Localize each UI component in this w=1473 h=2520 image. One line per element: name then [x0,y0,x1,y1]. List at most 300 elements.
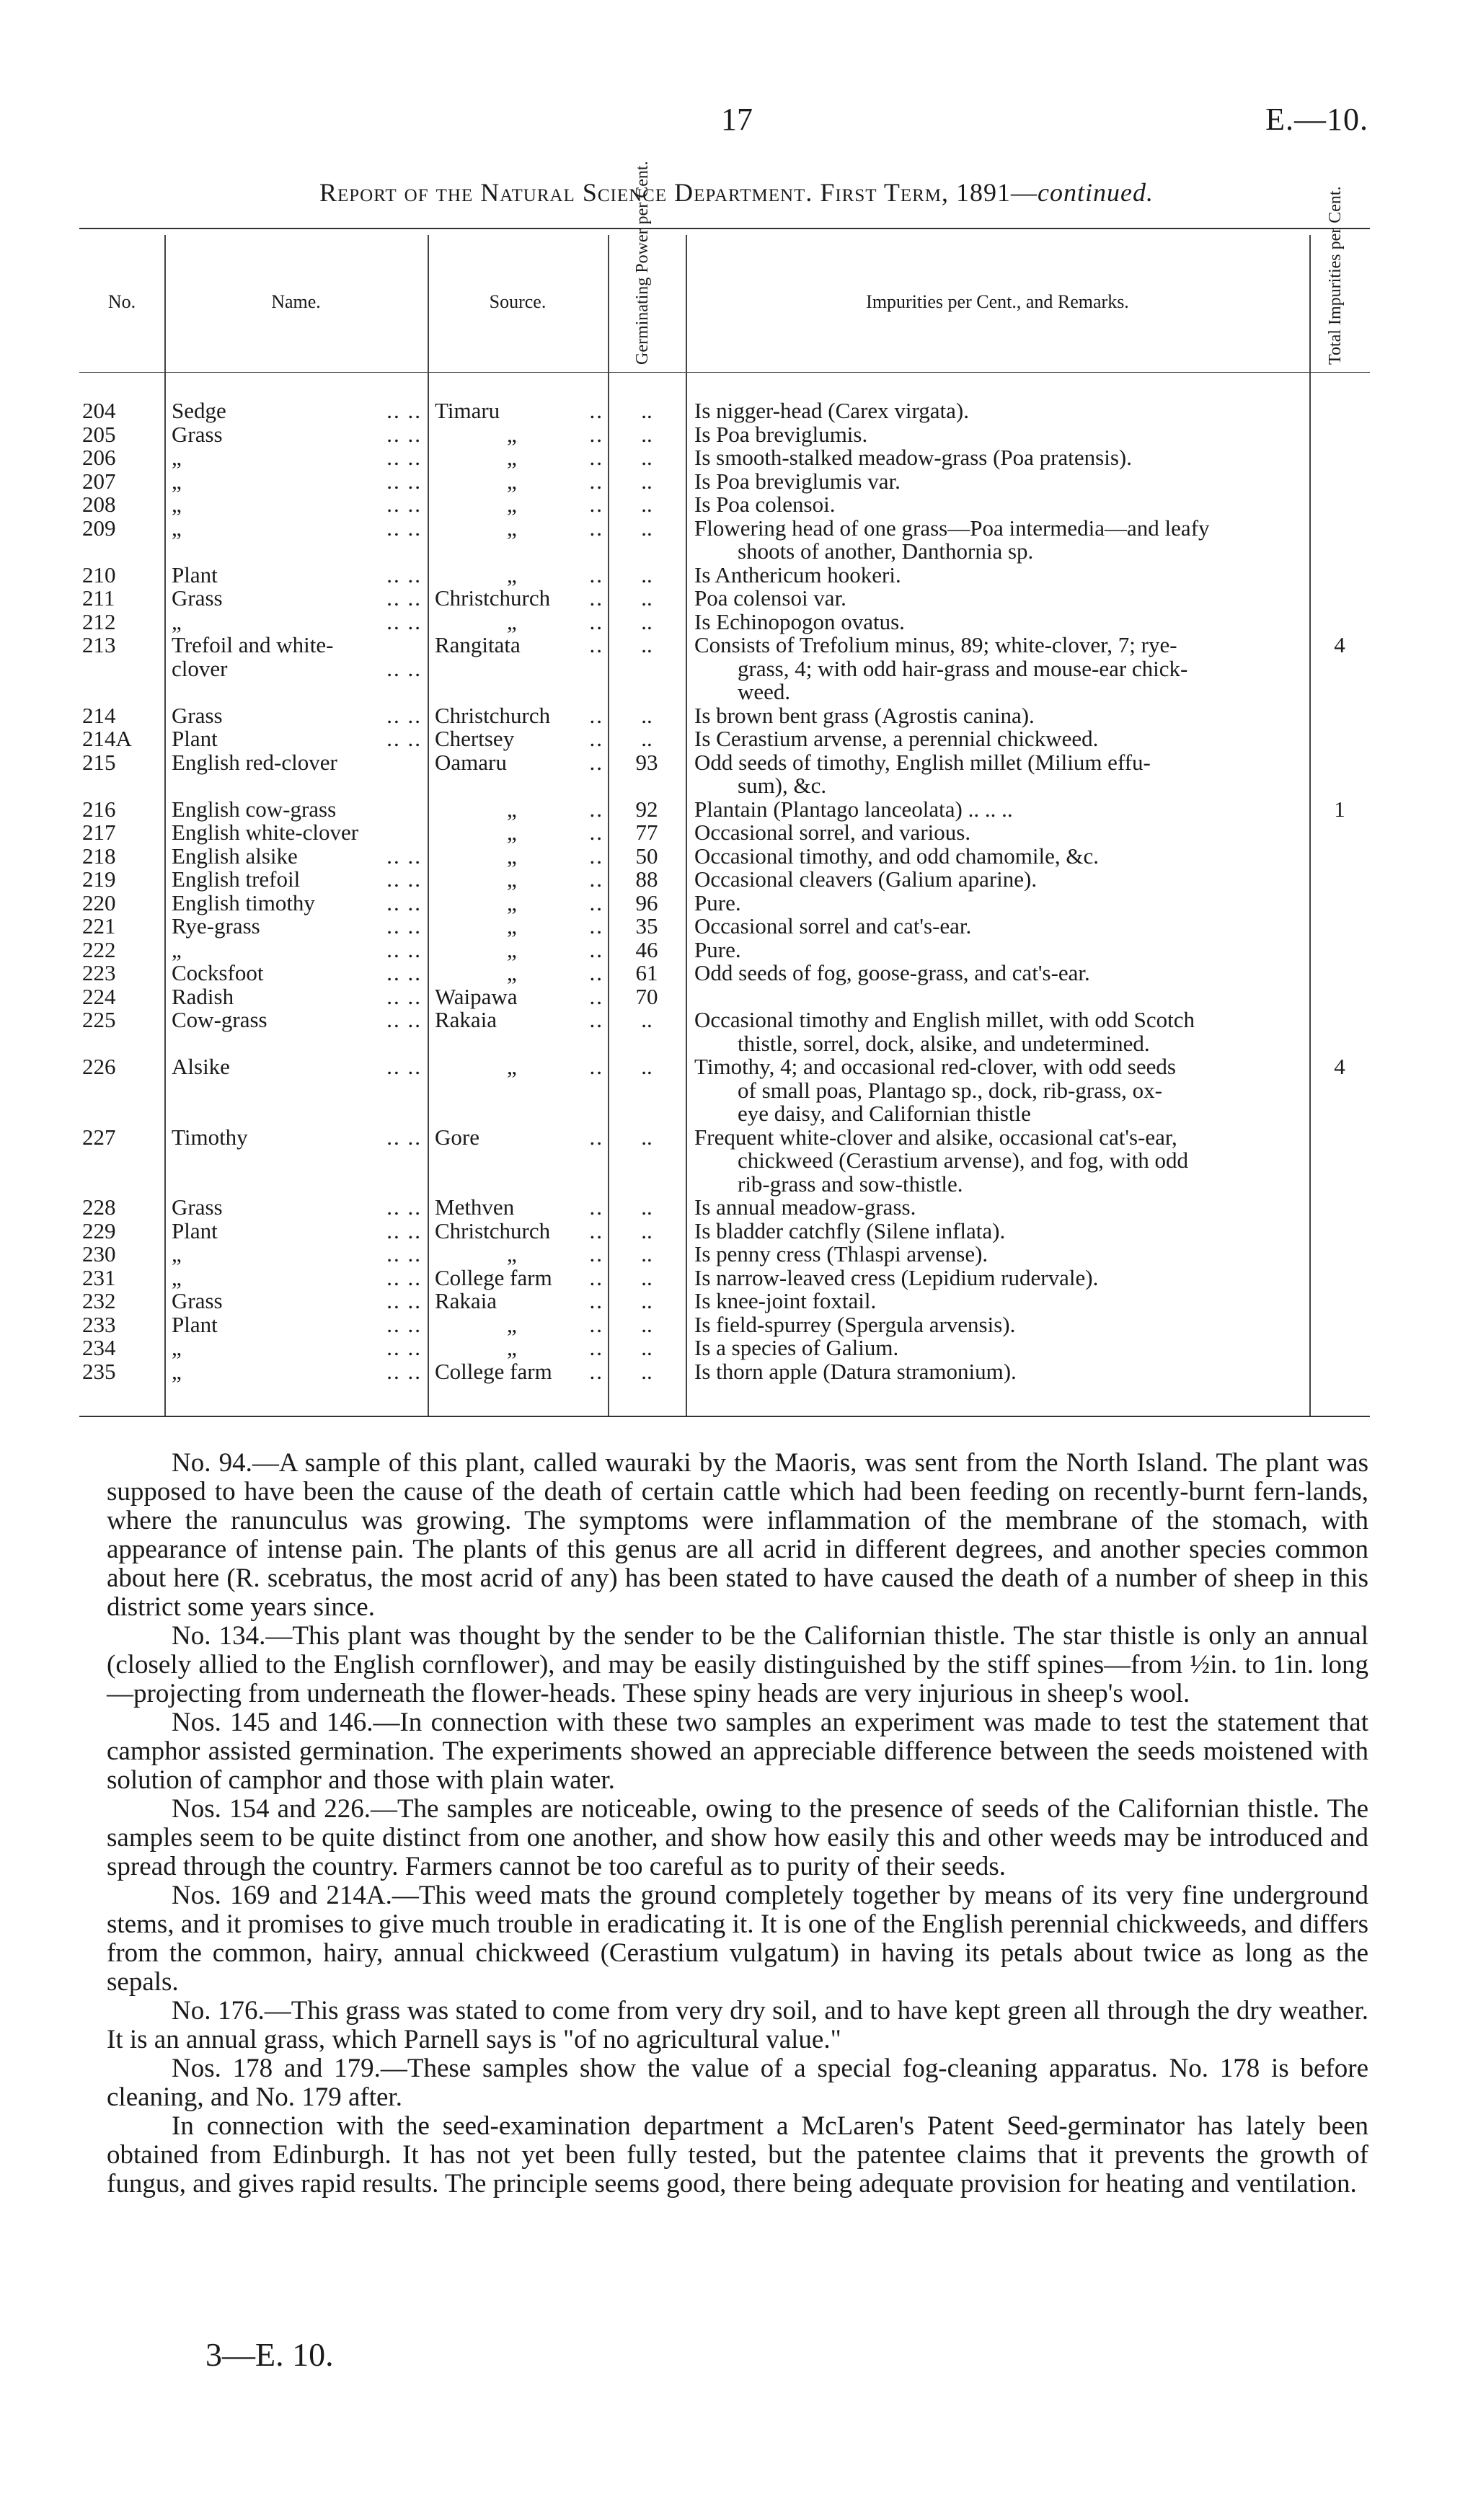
row-number: 204 [82,398,116,423]
row-remarks-line: Occasional timothy and English millet, with odd Scotch [694,1007,1195,1032]
row-total [1309,751,1370,798]
row-name: Grass .. .. [172,421,422,447]
row-remarks-line: Is Anthericum hookeri. [694,562,901,587]
row-germinating: 61 [635,960,658,985]
table-row [79,1008,1370,1055]
row-name: „ .. .. [172,492,422,517]
row-number: 214 [82,702,116,728]
row-name: „ .. .. [172,515,422,541]
row-remarks-line: thistle, sorrel, dock, alsike, and undetermined. [738,1030,1150,1056]
table-row [79,493,1370,517]
row-remarks-line: Is Cerastium arvense, a perennial chickweed. [694,726,1099,751]
row-name: „ .. .. [172,1335,422,1360]
row-name: „ .. .. [172,468,422,494]
row-remarks [686,1336,1309,1360]
row-source-text: „ [507,889,517,915]
row-germinating: .. [641,1264,653,1290]
row-total [1309,470,1370,494]
row-total [1309,1126,1370,1197]
row-number: 207 [82,468,116,494]
row-name-text: English trefoil [172,866,301,892]
row-number: 208 [82,492,116,517]
row-germinating: .. [641,492,653,517]
row-name-text: Cocksfoot [172,960,264,985]
table-row [79,727,1370,751]
row-source: Christchurch .. [435,585,603,611]
row-total [1309,1243,1370,1266]
table-row [79,915,1370,939]
row-remarks-line [694,985,1302,1009]
row-remarks [686,727,1309,751]
table-row [79,962,1370,985]
row-number: 213 [82,632,116,657]
row-name-text: „ [172,492,182,517]
row-remarks-line: Is Poa colensoi. [694,492,836,517]
row-germinating: .. [641,468,653,494]
header-no: No. [107,291,136,312]
row-total [1309,868,1370,892]
row-name: Cow-grass .. .. [172,1007,422,1032]
row-number: 229 [82,1217,116,1243]
table-row [79,821,1370,845]
table-row [79,936,1370,962]
row-name-text: „ [172,1264,182,1290]
row-number: 233 [82,1311,116,1337]
row-name: English timothy .. .. [172,889,422,915]
table-body [79,399,1370,1383]
row-remarks [686,634,1309,704]
note-paragraph: In connection with the seed-examination department a McLaren's Patent Seed-germinator has lately been obtained from Edinburgh. It has not yet been fully tested, but the patentee claims that it prevents the growth of fungus, and gives rapid results. The principle seems good, there being adequate provision for heating and ventilation. [107,2111,1368,2199]
row-source: Timaru .. [435,398,603,423]
row-name-text: Rye-grass [172,913,260,939]
row-remarks-line: Is nigger-head (Carex virgata). [694,398,969,423]
row-name-text: Cow-grass [172,1007,267,1032]
table-row [79,423,1370,447]
row-germinating: .. [641,421,653,447]
note-paragraph: Nos. 154 and 226.—The samples are noticeable, owing to the presence of seeds of the Californian thistle. The samples seem to be quite distinct from one another, and show how easily this and other weeds may be introduced and spread through the country. Farmers cannot be too careful as to purity of their seeds. [107,1794,1368,1881]
report-title-main: Report of the Natural Science Department. First Term, 1891— [319,178,1038,207]
row-germinating: 92 [635,796,658,822]
table-row [79,1360,1370,1384]
table-row [79,470,1370,494]
row-source-text: College farm [435,1264,552,1290]
row-total [1309,1220,1370,1243]
row-source-text: „ [507,1241,517,1266]
row-name: „ .. .. [172,936,422,962]
row-remarks [686,889,1309,915]
row-source-text: „ [507,820,517,845]
table-row [79,868,1370,892]
row-name-text: English timothy [172,889,315,915]
row-remarks-line: Odd seeds of fog, goose-grass, and cat's-ear. [694,960,1090,985]
row-source: „ .. [428,446,608,470]
row-name: „ .. .. [172,608,422,634]
row-name-text: „ [172,608,182,634]
row-remarks-line: Occasional timothy, and odd chamomile, &c. [694,843,1100,869]
row-name-text: clover [172,655,228,681]
row-remarks [686,962,1309,985]
report-title-continued: continued. [1038,178,1154,207]
notes-section [107,1449,1368,2199]
row-name-text: Grass [172,585,223,611]
table-row [79,517,1370,564]
row-number: 232 [82,1288,116,1313]
row-source-text: „ [507,421,517,447]
row-source: „ .. [428,1055,608,1126]
table-row [79,798,1370,822]
row-source-text: „ [507,1335,517,1360]
row-germinating: 50 [635,843,658,869]
row-remarks-line: Is penny cress (Thlaspi arvense). [694,1241,988,1266]
row-name-text: „ [172,1335,182,1360]
row-name-text: English cow-grass [172,796,337,822]
row-number: 228 [82,1194,116,1220]
row-number: 217 [82,820,116,845]
row-name: Grass .. .. [172,702,422,728]
row-number: 223 [82,960,116,985]
row-total [1309,704,1370,728]
row-germinating: .. [641,608,653,634]
row-number: 209 [82,515,116,541]
row-number: 225 [82,1007,116,1032]
row-total [1309,423,1370,447]
row-germinating: 70 [635,983,658,1009]
row-source: „ .. [428,892,608,915]
table-bottom-rule [79,1416,1370,1417]
row-source: „ .. [428,1336,608,1360]
row-remarks-line: sum), &c. [738,773,827,798]
row-total [1309,915,1370,939]
row-total: 1 [1334,796,1345,822]
row-germinating: .. [641,585,653,611]
row-germinating: .. [641,1054,653,1079]
row-name: Grass .. .. [172,1288,422,1313]
row-total [1309,1266,1370,1290]
row-remarks [686,608,1309,634]
row-source: „ .. [428,564,608,587]
row-remarks-line: Is brown bent grass (Agrostis canina). [694,702,1035,728]
row-source-text: „ [507,913,517,939]
row-total [1309,939,1370,962]
row-source: Oamaru .. [435,749,603,775]
row-source-text: Christchurch [435,585,551,611]
row-source: „ .. [428,470,608,494]
row-source-text: Waipawa [435,983,518,1009]
table-row [79,704,1370,728]
row-source-text: „ [507,1311,517,1337]
header-name: Name. [271,291,321,312]
table-row [79,1243,1370,1266]
row-name: English alsike .. .. [172,843,422,869]
row-remarks-line: Flowering head of one grass—Poa intermedia—and leafy [694,515,1210,541]
row-name-text: „ [172,1358,182,1384]
row-source-text: „ [507,796,517,822]
row-name-text: Grass [172,1194,223,1220]
row-total [1309,821,1370,845]
footer-reference: 3—E. 10. [205,2336,334,2373]
table-row [79,399,1370,423]
row-remarks [686,1313,1309,1337]
row-remarks [686,868,1309,892]
row-remarks-line: Pure. [694,889,741,915]
row-remarks-line: grass, 4; with odd hair-grass and mouse-ear chick- [738,655,1188,681]
row-remarks-line: Is field-spurrey (Spergula arvensis). [694,1311,1016,1337]
row-remarks-line: Is Poa breviglumis var. [694,468,901,494]
row-source: „ .. [428,845,608,869]
row-germinating: 46 [635,936,658,962]
row-remarks-line: rib-grass and sow-thistle. [738,1171,963,1197]
row-germinating: .. [641,515,653,541]
row-remarks [686,470,1309,494]
row-germinating: .. [641,445,653,470]
row-total: 4 [1334,632,1345,657]
row-name: Plant .. .. [172,726,422,751]
row-source: Methven .. [435,1194,603,1220]
row-name: English trefoil .. .. [172,866,422,892]
row-source: Christchurch .. [435,1217,603,1243]
row-total [1309,1196,1370,1220]
row-total [1309,1313,1370,1337]
row-remarks-line: Is a species of Galium. [694,1335,899,1360]
row-remarks-line: Is thorn apple (Datura stramonium). [694,1358,1017,1384]
note-paragraph: No. 94.—A sample of this plant, called wauraki by the Maoris, was sent from the North Island. The plant was supposed to have been the cause of the death of certain cattle which had been feeding on recently-burnt fern-lands, where the ranunculus was growing. The symptoms were inflammation of the membrane of the stomach, with appearance of intense pain. The plants of this genus are all acrid in different degrees, and another species common about here (R. scebratus, the most acrid of any) has been stated to have caused the death of a number of sheep in this district some years since. [107,1448,1368,1622]
row-source-text: Methven [435,1194,515,1220]
row-remarks [686,423,1309,447]
table-row [79,1313,1370,1337]
row-number: 222 [82,936,116,962]
row-source-text: Rangitata [435,632,521,657]
table-header-rule [79,372,1370,373]
row-total [1309,517,1370,564]
row-number: 206 [82,445,116,470]
row-remarks-line: Is Poa breviglumis. [694,421,868,447]
row-source: „ .. [428,1313,608,1337]
row-name-text: English white-clover [172,820,359,845]
row-remarks-line: Is bladder catchfly (Silene inflata). [694,1217,1006,1243]
row-remarks [686,1243,1309,1266]
row-name-text: Plant [172,1217,218,1243]
row-remarks-line: eye daisy, and Californian thistle [738,1101,1031,1126]
row-name [164,798,428,822]
row-germinating: .. [641,702,653,728]
row-number: 224 [82,983,116,1009]
table-row [79,587,1370,611]
row-remarks-line: Occasional cleavers (Galium aparine). [694,866,1038,892]
row-remarks [686,564,1309,587]
row-source-text: Oamaru [435,749,507,775]
row-number: 212 [82,608,116,634]
table-row [79,1290,1370,1313]
row-name-text: Plant [172,1311,218,1337]
row-remarks-line: Frequent white-clover and alsike, occasional cat's-ear, [694,1124,1177,1150]
row-source: College farm .. [435,1264,603,1290]
row-name [164,751,428,798]
row-number: 216 [82,796,116,822]
row-name: „ .. .. [172,1241,422,1266]
row-remarks [686,493,1309,517]
row-source: „ .. [428,821,608,845]
row-source-text: Christchurch [435,702,551,728]
header-source: Source. [489,291,547,312]
row-germinating: 88 [635,866,658,892]
table-row [79,1336,1370,1360]
row-germinating: 96 [635,889,658,915]
row-number: 210 [82,562,116,587]
table-row [79,634,1370,704]
row-name-text: Timothy [172,1124,248,1150]
row-remarks-line: Is annual meadow-grass. [694,1194,916,1220]
row-name-text: Sedge [172,398,226,423]
row-name-text: English alsike [172,843,298,869]
row-name-text: „ [172,468,182,494]
header-impurities: Impurities per Cent., and Remarks. [866,291,1129,312]
row-source: „ .. [428,493,608,517]
row-name: Plant .. .. [172,1217,422,1243]
row-remarks-line: Odd seeds of timothy, English millet (Milium effu- [694,749,1151,775]
row-remarks [686,399,1309,423]
row-remarks [686,936,1309,962]
row-source-text: „ [507,468,517,494]
row-source: „ .. [428,423,608,447]
row-name: „ .. .. [172,1358,422,1384]
row-remarks [686,587,1309,611]
row-number: 235 [82,1358,116,1384]
row-name: Cocksfoot .. .. [172,960,422,985]
row-name-text: Alsike [172,1054,230,1079]
row-name-text: English red-clover [172,749,337,775]
row-total [1309,727,1370,751]
row-name: Sedge .. .. [172,398,422,423]
row-remarks-line: of small poas, Plantago sp., dock, rib-grass, ox- [738,1077,1162,1103]
row-source-text: Rakaia [435,1007,497,1032]
row-total [1309,892,1370,915]
row-number: 215 [82,749,116,775]
row-germinating: .. [641,1358,653,1384]
row-source: Rakaia .. [435,1288,603,1313]
row-source-text: Rakaia [435,1288,497,1313]
row-source: „ .. [428,611,608,634]
row-germinating: .. [641,398,653,423]
row-number: 221 [82,913,116,939]
row-remarks-line: Is smooth-stalked meadow-grass (Poa pratensis). [694,445,1132,470]
row-name: Radish .. .. [172,983,422,1009]
row-remarks [686,985,1309,1009]
row-name-text: Trefoil and white- [172,632,334,657]
row-total [1309,1008,1370,1055]
row-remarks-line: Occasional sorrel, and various. [694,820,971,845]
row-germinating: .. [641,1124,653,1150]
row-name [164,821,428,845]
row-name-text: Plant [172,726,218,751]
row-germinating: .. [641,632,653,657]
row-name-text: Radish [172,983,234,1009]
row-remarks-line: Is Echinopogon ovatus. [694,608,905,634]
note-paragraph: No. 134.—This plant was thought by the sender to be the Californian thistle. The star thistle is only an annual (closely allied to the English cornflower), and may be easily distinguished by the stiff spines—from ½in. to 1in. long—projecting from underneath the flower-heads. These spiny heads are very injurious in sheep's wool. [107,1621,1368,1708]
row-remarks [686,1126,1309,1197]
row-remarks [686,1217,1309,1243]
row-name-text: Grass [172,421,223,447]
row-source: Rakaia .. [435,1007,603,1032]
row-germinating: .. [641,726,653,751]
table-row [79,1196,1370,1220]
row-name-text: „ [172,445,182,470]
document-reference: E.—10. [1265,102,1368,137]
table-row [79,608,1370,634]
row-total [1309,1336,1370,1360]
row-source-text: „ [507,562,517,587]
table-row [79,985,1370,1009]
row-source-text: College farm [435,1358,552,1384]
row-source: College farm .. [435,1358,603,1384]
row-remarks [686,1055,1309,1126]
row-total: 4 [1334,1054,1345,1079]
note-paragraph: Nos. 178 and 179.—These samples show the value of a special fog-cleaning apparatus. No. 178 is before cleaning, and No. 179 after. [107,2054,1368,2112]
row-source: „ .. [428,517,608,564]
row-source: „ .. [428,962,608,985]
row-number: 214A [82,726,132,751]
table-row [79,751,1370,798]
row-name: Rye-grass .. .. [172,913,422,939]
row-source-text: Gore [435,1124,479,1150]
row-source: „ .. [428,798,608,822]
row-germinating: .. [641,1311,653,1337]
row-total [1309,493,1370,517]
row-number: 226 [82,1054,116,1079]
row-total [1309,446,1370,470]
row-remarks-line: chickweed (Cerastium arvense), and fog, with odd [738,1148,1188,1173]
row-remarks-line: Occasional sorrel and cat's-ear. [694,913,972,939]
page-number: 17 [721,102,753,137]
row-total [1309,985,1370,1009]
row-germinating: .. [641,1241,653,1266]
row-source-text: Christchurch [435,1217,551,1243]
row-source-text: „ [507,866,517,892]
row-source-text: „ [507,608,517,634]
row-remarks [686,1196,1309,1220]
table-row [79,889,1370,915]
row-remarks-line: Is narrow-leaved cress (Lepidium rudervale). [694,1264,1099,1290]
row-source-text: Chertsey [435,726,515,751]
row-source: „ .. [428,939,608,962]
row-source: Christchurch .. [435,702,603,728]
row-remarks-line: Is knee-joint foxtail. [694,1288,877,1313]
row-source: Waipawa .. [435,983,603,1009]
row-name: Timothy .. .. [172,1124,422,1150]
row-germinating: .. [641,562,653,587]
note-paragraph: Nos. 145 and 146.—In connection with these two samples an experiment was made to test the statement that camphor assisted germination. The experiments showed an appreciable difference between the seeds moistened with solution of camphor and those with plain water. [107,1708,1368,1795]
row-source-text: „ [507,445,517,470]
row-remarks [686,1360,1309,1384]
row-number: 230 [82,1241,116,1266]
row-number: 218 [82,843,116,869]
row-name: Grass .. .. [172,1194,422,1220]
row-remarks [686,1290,1309,1313]
row-total [1309,587,1370,611]
row-source-text: „ [507,843,517,869]
row-total [1309,1360,1370,1384]
row-remarks [686,1266,1309,1290]
row-source: „ .. [428,1243,608,1266]
row-source: Gore .. [435,1124,603,1150]
row-remarks [686,517,1309,564]
row-source: „ .. [428,915,608,939]
row-name: „ .. .. [172,1264,422,1290]
row-source: Chertsey .. [435,726,603,751]
table-row [79,564,1370,587]
header-total: Total Impurities per Cent. [1326,186,1345,365]
row-number: 205 [82,421,116,447]
table-row [79,1217,1370,1243]
